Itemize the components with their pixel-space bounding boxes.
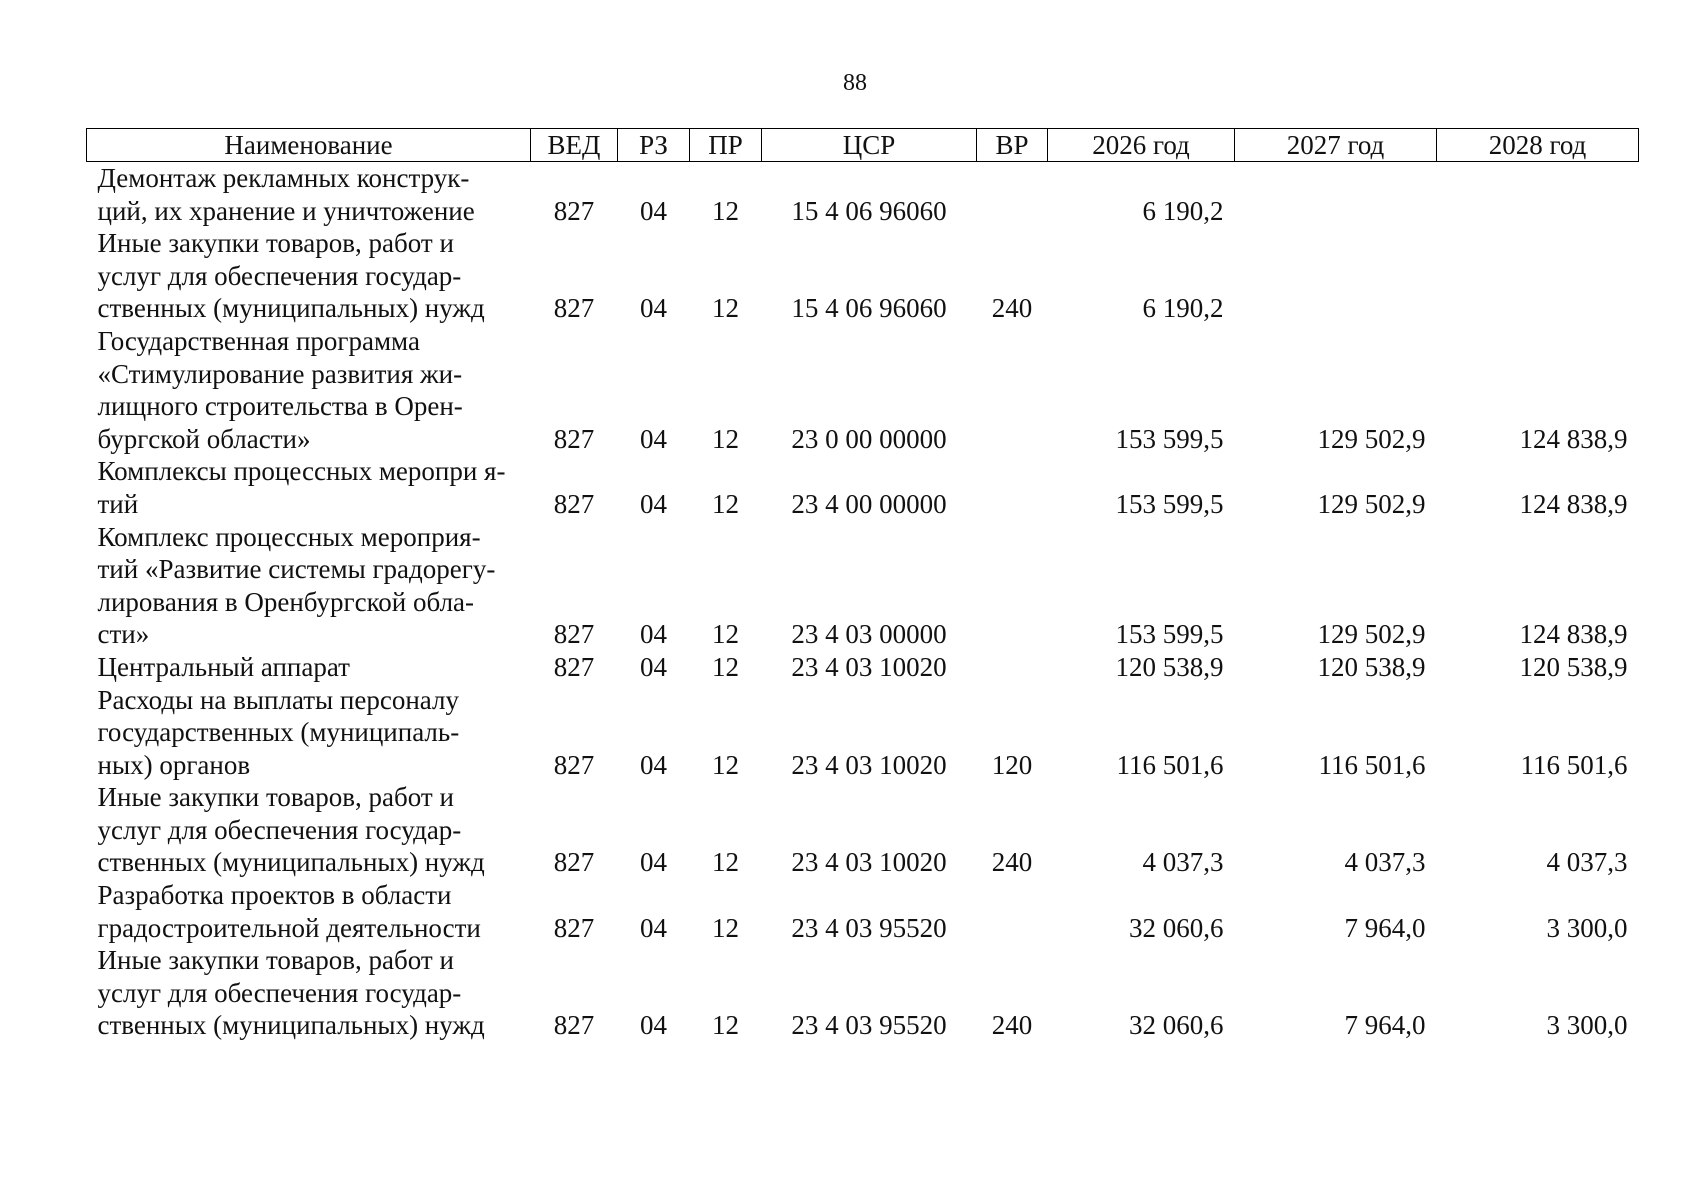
cell-vr [977, 879, 1048, 944]
header-2026: 2026 год [1048, 129, 1235, 162]
table-row [87, 781, 1639, 879]
cell-2028 [1437, 162, 1639, 228]
table-row [87, 455, 1639, 520]
cell-pr: 12 [712, 488, 739, 519]
name-line: ственных (муниципальных) нужд [97, 293, 485, 324]
cell-2028: 124 838,9 [1519, 423, 1628, 454]
header-name: Наименование [87, 129, 531, 162]
name-line: государственных (муниципаль- [97, 717, 460, 748]
cell-2027: 4 037,3 [1344, 847, 1426, 878]
name-line: тий [97, 488, 139, 519]
cell-ved: 827 [553, 619, 595, 650]
cell-2028 [1437, 227, 1639, 325]
cell-rz: 04 [640, 912, 667, 943]
cell-pr: 12 [712, 1010, 739, 1041]
cell-csr: 15 4 06 96060 [791, 195, 947, 226]
cell-vr [977, 651, 1048, 684]
cell-ved: 827 [553, 1010, 595, 1041]
page-number: 88 [843, 70, 867, 96]
cell-vr [977, 521, 1048, 651]
cell-2028: 116 501,6 [1520, 749, 1628, 780]
cell-csr: 23 4 03 10020 [791, 847, 947, 878]
cell-2026: 120 538,9 [1115, 651, 1224, 682]
cell-csr: 23 4 00 00000 [791, 488, 947, 519]
name-line: Расходы на выплаты персоналу [97, 684, 459, 715]
name-line: услуг для обеспечения государ- [97, 814, 462, 845]
cell-2027: 116 501,6 [1318, 749, 1426, 780]
cell-pr: 12 [712, 619, 739, 650]
cell-2027: 129 502,9 [1317, 423, 1426, 454]
name-line: Иные закупки товаров, работ и [97, 945, 454, 976]
cell-csr: 15 4 06 96060 [791, 293, 947, 324]
cell-2026: 153 599,5 [1115, 488, 1224, 519]
cell-pr: 12 [712, 195, 739, 226]
cell-ved: 827 [553, 195, 595, 226]
name-line: тий «Развитие системы градорегу- [97, 554, 496, 585]
table-row [87, 944, 1639, 1042]
cell-vr [977, 455, 1048, 520]
cell-vr [977, 162, 1048, 228]
cell-2026: 116 501,6 [1116, 749, 1224, 780]
name-line: Разработка проектов в области [97, 880, 452, 911]
cell-csr: 23 4 03 10020 [791, 651, 947, 682]
cell-rz: 04 [640, 423, 667, 454]
cell-2028: 124 838,9 [1519, 488, 1628, 519]
table-body [87, 162, 1639, 1043]
header-vr: ВР [977, 129, 1048, 162]
cell-2027: 7 964,0 [1344, 912, 1426, 943]
header-pr: ПР [690, 129, 762, 162]
cell-2027 [1235, 227, 1437, 325]
cell-2026: 6 190,2 [1142, 293, 1224, 324]
header-2027: 2027 год [1235, 129, 1437, 162]
cell-2026: 153 599,5 [1115, 619, 1224, 650]
cell-ved: 827 [553, 423, 595, 454]
cell-ved: 827 [553, 749, 595, 780]
name-line: ственных (муниципальных) нужд [97, 1010, 485, 1041]
cell-csr: 23 0 00 00000 [791, 423, 947, 454]
cell-2028: 3 300,0 [1546, 1010, 1628, 1041]
cell-2026: 6 190,2 [1142, 195, 1224, 226]
table-header [87, 129, 1639, 162]
header-ved: ВЕД [531, 129, 618, 162]
cell-csr: 23 4 03 95520 [791, 912, 947, 943]
table-row [87, 684, 1639, 782]
name-line: услуг для обеспечения государ- [97, 977, 462, 1008]
cell-2028: 4 037,3 [1546, 847, 1628, 878]
cell-ved: 827 [553, 847, 595, 878]
cell-pr: 12 [712, 423, 739, 454]
table-row [87, 227, 1639, 325]
cell-name [87, 684, 531, 782]
name-line: бургской области» [97, 423, 311, 454]
table-row [87, 651, 1639, 684]
cell-name [87, 781, 531, 879]
cell-pr: 12 [712, 749, 739, 780]
cell-2027 [1235, 162, 1437, 228]
cell-rz: 04 [640, 488, 667, 519]
cell-2027: 129 502,9 [1317, 488, 1426, 519]
cell-2027: 120 538,9 [1317, 651, 1426, 682]
name-line: градостроительной деятельности [97, 912, 481, 943]
cell-2026: 32 060,6 [1129, 912, 1224, 943]
name-line: Иные закупки товаров, работ и [97, 782, 454, 813]
name-line: Демонтаж рекламных конструк- [97, 163, 470, 193]
name-line: лирования в Оренбургской обла- [97, 586, 475, 617]
cell-name [87, 455, 531, 520]
name-line: сти» [97, 619, 150, 650]
name-line: ственных (муниципальных) нужд [97, 847, 485, 878]
header-rz: РЗ [618, 129, 690, 162]
header-2028: 2028 год [1437, 129, 1639, 162]
cell-2026: 4 037,3 [1142, 847, 1224, 878]
name-line: ций, их хранение и уничтожение [97, 195, 475, 226]
cell-ved: 827 [553, 293, 595, 324]
cell-2026: 32 060,6 [1129, 1010, 1224, 1041]
cell-name [87, 227, 531, 325]
cell-2028: 120 538,9 [1519, 651, 1628, 682]
cell-pr: 12 [712, 293, 739, 324]
cell-ved: 827 [553, 912, 595, 943]
name-line: ных) органов [97, 749, 251, 780]
cell-2027: 7 964,0 [1344, 1010, 1426, 1041]
cell-vr: 240 [991, 1010, 1033, 1041]
name-line: Государственная программа [97, 325, 420, 356]
cell-vr: 120 [991, 749, 1033, 780]
cell-2028: 124 838,9 [1519, 619, 1628, 650]
cell-rz: 04 [640, 847, 667, 878]
cell-2027: 129 502,9 [1317, 619, 1426, 650]
cell-name [87, 521, 531, 651]
name-line: Комплексы процессных меропри я- [97, 456, 506, 487]
cell-csr: 23 4 03 95520 [791, 1010, 947, 1041]
table-row [87, 325, 1639, 455]
cell-ved: 827 [553, 651, 595, 682]
cell-rz: 04 [640, 1010, 667, 1041]
cell-pr: 12 [712, 847, 739, 878]
cell-rz: 04 [640, 195, 667, 226]
cell-2026: 153 599,5 [1115, 423, 1224, 454]
cell-ved: 827 [553, 488, 595, 519]
cell-rz: 04 [640, 749, 667, 780]
cell-name [87, 651, 531, 684]
budget-table [86, 128, 1639, 1042]
table-row [87, 162, 1639, 228]
cell-csr: 23 4 03 10020 [791, 749, 947, 780]
name-line: Комплекс процессных мероприя- [97, 521, 481, 552]
name-line: «Стимулирование развития жи- [97, 358, 463, 389]
cell-name [87, 879, 531, 944]
cell-name [87, 325, 531, 455]
cell-pr: 12 [712, 912, 739, 943]
name-line: Иные закупки товаров, работ и [97, 228, 454, 259]
cell-name [87, 162, 531, 228]
cell-vr: 240 [991, 293, 1033, 324]
name-line: услуг для обеспечения государ- [97, 260, 462, 291]
table-row [87, 521, 1639, 651]
cell-rz: 04 [640, 651, 667, 682]
cell-vr: 240 [991, 847, 1033, 878]
name-line: лищного строительства в Орен- [97, 391, 463, 422]
table-row [87, 879, 1639, 944]
header-csr: ЦСР [762, 129, 977, 162]
name-line: Центральный аппарат [97, 651, 350, 682]
cell-rz: 04 [640, 293, 667, 324]
cell-vr [977, 325, 1048, 455]
cell-name [87, 944, 531, 1042]
cell-rz: 04 [640, 619, 667, 650]
cell-csr: 23 4 03 00000 [791, 619, 947, 650]
header-row [87, 129, 1639, 162]
cell-pr: 12 [712, 651, 739, 682]
cell-2028: 3 300,0 [1546, 912, 1628, 943]
